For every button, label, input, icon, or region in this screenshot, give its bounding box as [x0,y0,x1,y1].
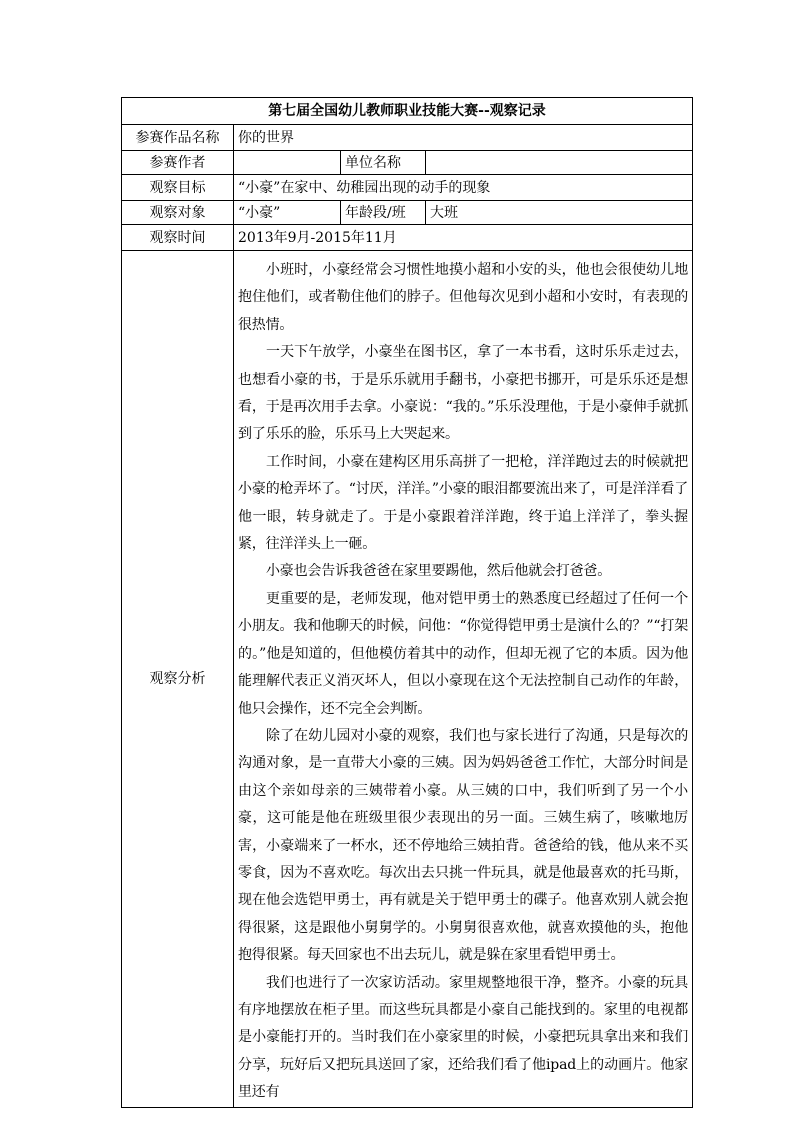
unit-label: 单位名称 [341,151,426,175]
analysis-body [234,251,693,1108]
time-value: 2013年9月-2015年11月 [234,225,693,251]
work-name-value: 你的世界 [234,125,693,151]
author-value [234,151,341,175]
goal-label: 观察目标 [122,175,234,201]
unit-value [426,151,693,175]
work-name-label: 参赛作品名称 [122,125,234,151]
analysis-label: 观察分析 [122,251,234,1108]
age-value: 大班 [426,201,693,225]
analysis-paragraph: 一天下午放学，小豪坐在图书区，拿了一本书看，这时乐乐走过去，也想看小豪的书，于是乐乐就用手翻书，小豪把书挪开，可是乐乐还是想看，于是再次用手去拿。小豪说：“我的。”乐乐没理他，于是小豪伸手就抓到了乐乐的脸，乐乐马上大哭起来。 [238,344,688,443]
goal-value: “小豪”在家中、幼稚园出现的动手的现象 [234,175,693,201]
analysis-paragraph: 更重要的是，老师发现，他对铠甲勇士的熟悉度已经超过了任何一个小朋友。我和他聊天的时候，问他：“你觉得铠甲勇士是演什么的？”“打架的。”他是知道的，但他模仿着其中的动作，但却无视了它的本质。因为他能理解代表正义消灭坏人，但以小豪现在这个无法控制自己动作的年龄，他只会操作，还不完全会判断。 [238,590,688,717]
analysis-paragraph: 除了在幼儿园对小豪的观察，我们也与家长进行了沟通，只是每次的沟通对象，是一直带大小豪的三姨。因为妈妈爸爸工作忙，大部分时间是由这个亲如母亲的三姨带着小豪。从三姨的口中，我们听到了另一个小豪，这可能是他在班级里很少表现出的另一面。三姨生病了，咳嗽地厉害，小豪端来了一杯水，还不停地给三姨拍背。爸爸给的钱，他从来不买零食，因为不喜欢吃。每次出去只挑一件玩具，就是他最喜欢的托马斯，现在他会选铠甲勇士，再有就是关于铠甲勇士的碟子。他喜欢别人就会抱得很紧，这是跟他小舅舅学的。小舅舅很喜欢他，就喜欢摸他的头，抱他抱得很紧。每天回家也不出去玩儿，就是躲在家里看铠甲勇士。 [238,727,688,964]
document-title: 第七届全国幼儿教师职业技能大赛--观察记录 [122,98,693,125]
analysis-paragraph: 小班时，小豪经常会习惯性地摸小超和小安的头，他也会很使幼儿地抱住他们，或者勒住他们的脖子。但他每次见到小超和小安时，有表现的很热情。 [238,262,688,333]
analysis-paragraph: 小豪也会告诉我爸爸在家里要踢他，然后他就会打爸爸。 [266,563,611,580]
observation-record-table [121,97,693,1108]
analysis-paragraph: 工作时间，小豪在建构区用乐高拼了一把枪，洋洋跑过去的时候就把小豪的枪弄坏了。“讨厌，洋洋。”小豪的眼泪都要流出来了，可是洋洋看了他一眼，转身就走了。于是小豪跟着洋洋跑，终于追上洋洋了，拳头握紧，往洋洋头上一砸。 [238,453,688,553]
analysis-paragraph: 我们也进行了一次家访活动。家里规整地很干净，整齐。小豪的玩具有序地摆放在柜子里。而这些玩具都是小豪自己能找到的。家里的电视都是小豪能打开的。当时我们在小豪家里的时候，小豪把玩具拿出来和我们分享，玩好后又把玩具送回了家，还给我们看了他ipad上的动画片。他家里还有 [238,974,688,1101]
subject-label: 观察对象 [122,201,234,225]
subject-value: “小豪” [234,201,341,225]
age-label: 年龄段/班 [341,201,426,225]
author-label: 参赛作者 [122,151,234,175]
time-label: 观察时间 [122,225,234,251]
